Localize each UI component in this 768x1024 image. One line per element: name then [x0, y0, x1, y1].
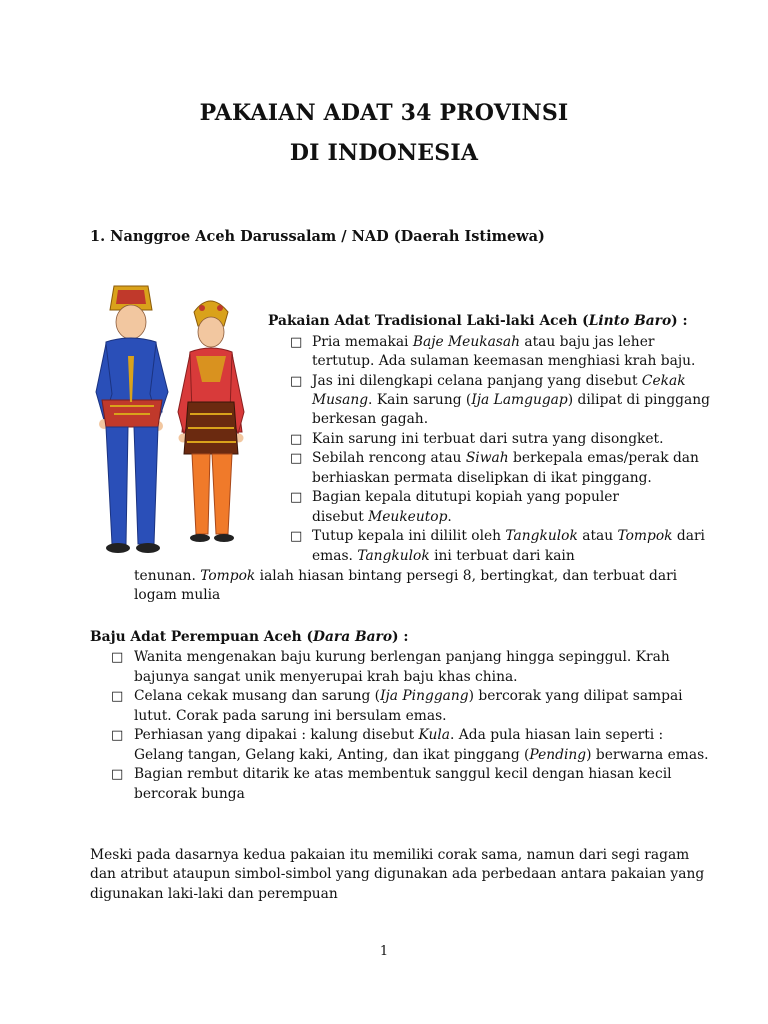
- male-bullet-5-line1: Bagian kepala ditutupi kopiah yang populer: [312, 489, 620, 505]
- bullet-marker: □: [290, 529, 303, 544]
- section-heading: 1. Nanggroe Aceh Darussalam / NAD (Daerah Istimewa): [90, 228, 545, 245]
- male-bullet-4-line1: Sebilah rencong atau Siwah berkepala emas/perak dan: [312, 450, 699, 466]
- closing-paragraph-line2: dan atribut ataupun simbol-simbol yang digunakan ada perbedaan antara pakaian yang: [90, 866, 705, 882]
- female-bullet-3-line2: Gelang tangan, Gelang kaki, Anting, dan ikat pinggang (Pending) berwarna emas.: [134, 747, 709, 763]
- male-bullet-1-line2: tertutup. Ada sulaman keemasan menghiasi krah baju.: [312, 353, 696, 369]
- female-bullet-1-line1: Wanita mengenakan baju kurung berlengan panjang hingga sepinggul. Krah: [134, 649, 670, 665]
- bullet-marker: □: [111, 767, 124, 782]
- bullet-marker: □: [111, 728, 124, 743]
- bullet-marker: □: [290, 451, 303, 466]
- female-bullet-4-line1: Bagian rembut ditarik ke atas membentuk sanggul kecil dengan hiasan kecil: [134, 766, 672, 782]
- male-bullet-6-line2: emas. Tangkulok ini terbuat dari kain: [312, 548, 575, 564]
- male-bullet-2-line1: Jas ini dilengkapi celana panjang yang disebut Cekak: [312, 373, 686, 389]
- male-bullet-1-line1: Pria memakai Baje Meukasah atau baju jas leher: [312, 334, 655, 350]
- bullet-marker: □: [111, 689, 124, 704]
- male-bullet-2-line2: Musang. Kain sarung (Ija Lamgugap) dilipat di pinggang: [312, 392, 710, 408]
- bullet-marker: □: [290, 335, 303, 350]
- female-figure: [178, 301, 244, 542]
- male-bullet-6-line4: logam mulia: [134, 587, 221, 603]
- female-bullet-2-line2: lutut. Corak pada sarung ini bersulam emas.: [134, 708, 447, 724]
- male-figure: [96, 286, 168, 553]
- page-number: 1: [379, 944, 389, 959]
- male-bullet-5-line2: disebut Meukeutop.: [312, 509, 452, 525]
- closing-paragraph-line1: Meski pada dasarnya kedua pakaian itu memiliki corak sama, namun dari segi ragam: [90, 847, 690, 863]
- male-bullet-2-line3: berkesan gagah.: [312, 411, 429, 427]
- bullet-marker: □: [290, 374, 303, 389]
- female-costume-heading: Baju Adat Perempuan Aceh (Dara Baro) :: [90, 629, 409, 645]
- male-bullet-4-line2: berhiaskan permata diselipkan di ikat pinggang.: [312, 470, 652, 486]
- male-bullet-6-line1: Tutup kepala ini dililit oleh Tangkulok atau Tompok dari: [312, 528, 705, 544]
- female-bullet-4-line2: bercorak bunga: [134, 786, 245, 802]
- bullet-marker: □: [290, 432, 303, 447]
- bullet-marker: □: [290, 490, 303, 505]
- female-bullet-3-line1: Perhiasan yang dipakai : kalung disebut Kula. Ada pula hiasan lain seperti :: [134, 727, 664, 743]
- closing-paragraph-line3: digunakan laki-laki dan perempuan: [90, 886, 338, 902]
- male-costume-heading: Pakaian Adat Tradisional Laki-laki Aceh (Linto Baro) :: [268, 313, 688, 329]
- bullet-marker: □: [111, 650, 124, 665]
- document-title-line1: PAKAIAN ADAT 34 PROVINSI: [199, 100, 569, 126]
- aceh-costume-illustration: [92, 282, 260, 564]
- male-bullet-3-line1: Kain sarung ini terbuat dari sutra yang disongket.: [312, 431, 664, 447]
- female-bullet-1-line2: bajunya sangat unik menyerupai krah baju khas china.: [134, 669, 518, 685]
- female-bullet-2-line1: Celana cekak musang dan sarung (Ija Pinggang) bercorak yang dilipat sampai: [134, 688, 683, 704]
- document-title-line2: DI INDONESIA: [289, 140, 479, 166]
- male-bullet-6-line3: tenunan. Tompok ialah hiasan bintang persegi 8, bertingkat, dan terbuat dari: [134, 568, 678, 584]
